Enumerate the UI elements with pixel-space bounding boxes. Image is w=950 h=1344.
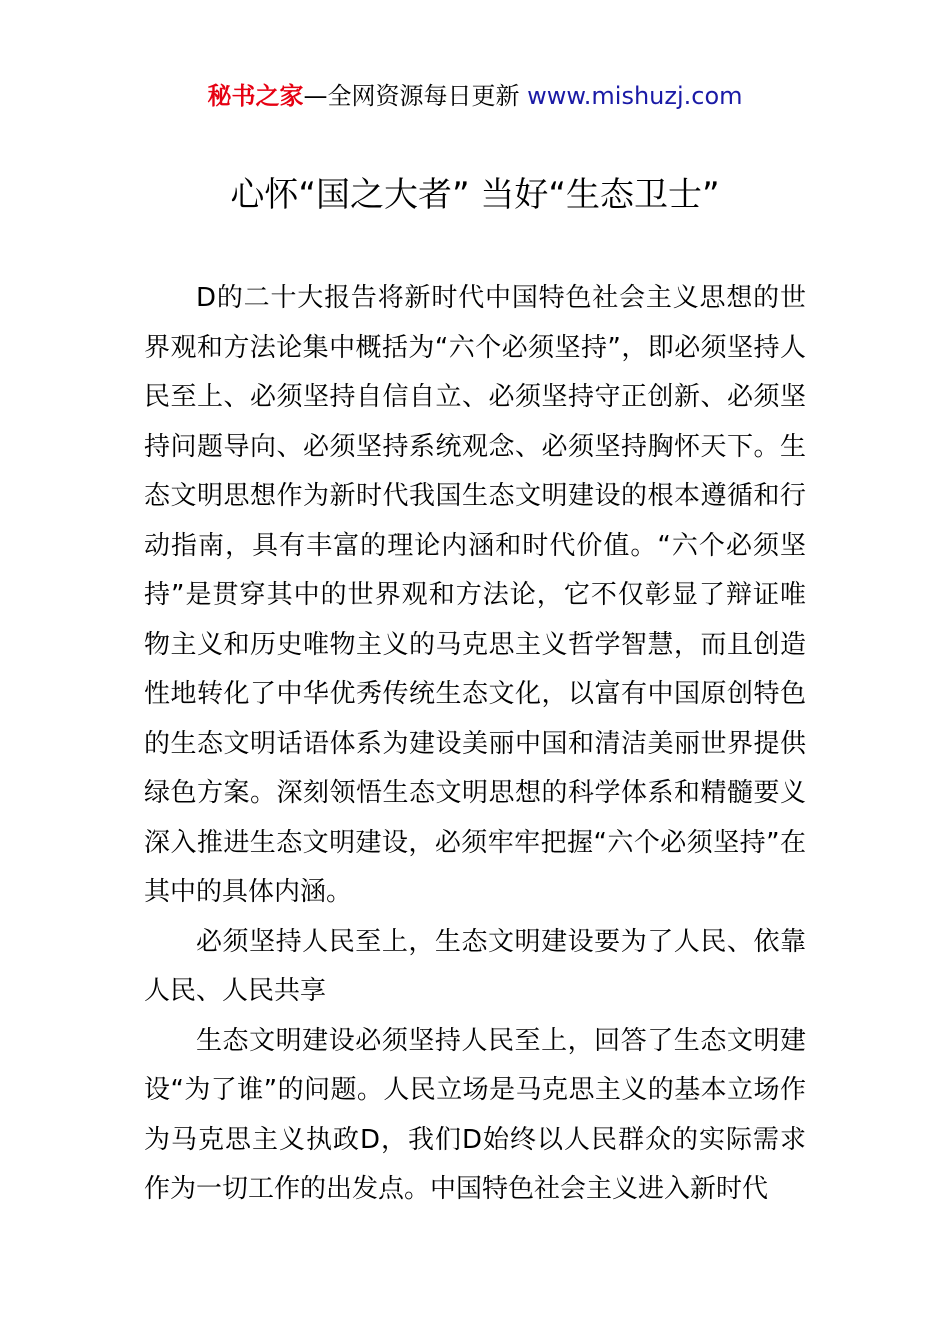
paragraph-people-first: 生态文明建设必须坚持人民至上，回答了生态文明建设“为了谁”的问题。人民立场是马克思主义的基本立场作为马克思主义执政D，我们D始终以人民群众的实际需求作为一切工作的出发点。中国特色社会主义进入新时代 (144, 1025, 806, 1204)
document-title: 心怀“国之大者” 当好“生态卫士” (230, 175, 720, 215)
site-url-link[interactable]: www.mishuzj.com (527, 82, 743, 110)
site-tagline: —全网资源每日更新 (303, 82, 520, 110)
paragraph-intro: D的二十大报告将新时代中国特色社会主义思想的世界观和方法论集中概括为“六个必须坚持”，即必须坚持人民至上、必须坚持自信自立、必须坚持守正创新、必须坚持问题导向、必须坚持系统观念、必须坚持胸怀天下。生态文明思想作为新时代我国生态文明建设的根本遵循和行动指南，具有丰富的理论内涵和时代价值。“六个必须坚持”是贯穿其中的世界观和方法论，它不仅彰显了辩证唯物主义和历史唯物主义的马克思主义哲学智慧，而且创造性地转化了中华优秀传统生态文化，以富有中国原创特色的生态文明话语体系为建设美丽中国和清洁美丽世界提供绿色方案。深刻领悟生态文明思想的科学体系和精髓要义深入推进生态文明建设，必须牢牢把握“六个必须坚持”在其中的具体内涵。 (144, 283, 806, 907)
document-body (144, 274, 806, 1215)
site-header (0, 80, 950, 112)
section-heading: 必须坚持人民至上，生态文明建设要为了人民、依靠人民、人民共享 (144, 926, 806, 1006)
site-brand: 秘书之家 (207, 82, 304, 110)
